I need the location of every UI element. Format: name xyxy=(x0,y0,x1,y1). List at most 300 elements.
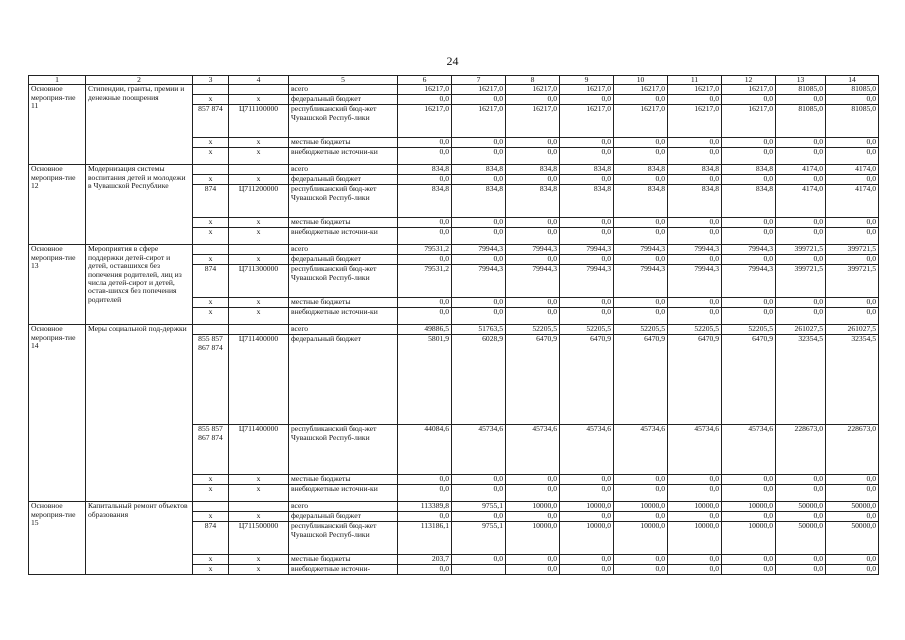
amount-cell: 52205,5 xyxy=(614,325,668,335)
funding-source-cell: федеральный бюджет xyxy=(289,95,398,105)
amount-cell: 834,8 xyxy=(614,185,668,218)
amount-cell: 10000,0 xyxy=(506,502,560,512)
funding-source-cell: республиканский бюд-жет Чувашской Респуб-лики xyxy=(289,105,398,138)
amount-cell: 0,0 xyxy=(398,565,452,575)
amount-cell: 0,0 xyxy=(452,255,506,265)
funding-source-cell: всего xyxy=(289,165,398,175)
target-article-cell: x xyxy=(229,218,289,228)
grbs-code-cell: x xyxy=(193,255,229,265)
amount-cell: 45734,6 xyxy=(560,425,614,475)
grbs-code-cell xyxy=(193,165,229,175)
amount-cell: 0,0 xyxy=(668,148,722,165)
target-article-cell xyxy=(229,85,289,95)
amount-cell: 10000,0 xyxy=(614,502,668,512)
table-row xyxy=(29,245,879,255)
header-cell: 13 xyxy=(776,76,826,85)
amount-cell: 0,0 xyxy=(722,308,776,325)
amount-cell: 113186,1 xyxy=(398,522,452,555)
amount-cell: 0,0 xyxy=(776,512,826,522)
amount-cell: 10000,0 xyxy=(560,522,614,555)
amount-cell: 0,0 xyxy=(776,485,826,502)
amount-cell: 834,8 xyxy=(506,185,560,218)
amount-cell: 0,0 xyxy=(506,175,560,185)
amount-cell: 16217,0 xyxy=(668,85,722,95)
amount-cell: 0,0 xyxy=(452,138,506,148)
amount-cell: 0,0 xyxy=(452,475,506,485)
amount-cell: 0,0 xyxy=(560,512,614,522)
amount-cell: 81085,0 xyxy=(776,105,826,138)
amount-cell: 0,0 xyxy=(722,138,776,148)
amount-cell: 0,0 xyxy=(668,512,722,522)
target-article-cell: x xyxy=(229,298,289,308)
amount-cell: 81085,0 xyxy=(826,105,879,138)
amount-cell: 0,0 xyxy=(668,475,722,485)
amount-cell: 45734,6 xyxy=(668,425,722,475)
amount-cell: 113389,8 xyxy=(398,502,452,512)
amount-cell: 0,0 xyxy=(668,308,722,325)
funding-source-cell: внебюджетные источни-ки xyxy=(289,308,398,325)
event-name-cell: Основное мероприя-тие 12 xyxy=(29,165,86,245)
grbs-code-cell: x xyxy=(193,565,229,575)
target-article-cell xyxy=(229,245,289,255)
amount-cell: 32354,5 xyxy=(826,335,879,425)
amount-cell: 228673,0 xyxy=(826,425,879,475)
event-title-cell: Меры социальной под-держки xyxy=(86,325,193,502)
amount-cell: 45734,6 xyxy=(614,425,668,475)
amount-cell: 0,0 xyxy=(614,95,668,105)
amount-cell: 261027,5 xyxy=(776,325,826,335)
funding-source-cell: федеральный бюджет xyxy=(289,255,398,265)
amount-cell: 0,0 xyxy=(506,475,560,485)
grbs-code-cell: x xyxy=(193,95,229,105)
amount-cell: 9755,1 xyxy=(452,502,506,512)
amount-cell: 6028,9 xyxy=(452,335,506,425)
amount-cell: 10000,0 xyxy=(722,522,776,555)
event-title-cell: Капитальный ремонт объектов образования xyxy=(86,502,193,575)
amount-cell: 52205,5 xyxy=(668,325,722,335)
amount-cell: 6470,9 xyxy=(560,335,614,425)
amount-cell: 0,0 xyxy=(398,228,452,245)
amount-cell: 79944,3 xyxy=(668,245,722,255)
amount-cell: 16217,0 xyxy=(722,85,776,95)
grbs-code-cell: x xyxy=(193,475,229,485)
funding-source-cell: внебюджетные источни-ки xyxy=(289,485,398,502)
amount-cell: 0,0 xyxy=(614,255,668,265)
target-article-cell: x xyxy=(229,565,289,575)
grbs-code-cell: 855 857 867 874 xyxy=(193,335,229,425)
amount-cell: 0,0 xyxy=(560,255,614,265)
amount-cell: 0,0 xyxy=(560,95,614,105)
amount-cell: 0,0 xyxy=(506,148,560,165)
amount-cell: 79944,3 xyxy=(506,245,560,255)
amount-cell: 0,0 xyxy=(452,175,506,185)
amount-cell: 0,0 xyxy=(722,148,776,165)
amount-cell: 0,0 xyxy=(722,555,776,565)
amount-cell: 0,0 xyxy=(560,148,614,165)
target-article-cell: x xyxy=(229,228,289,245)
amount-cell: 0,0 xyxy=(668,255,722,265)
header-cell: 8 xyxy=(506,76,560,85)
amount-cell: 79944,3 xyxy=(614,245,668,255)
amount-cell: 0,0 xyxy=(722,218,776,228)
amount-cell: 79944,3 xyxy=(506,265,560,298)
funding-source-cell: местные бюджеты xyxy=(289,475,398,485)
amount-cell: 0,0 xyxy=(668,175,722,185)
amount-cell: 0,0 xyxy=(452,308,506,325)
header-cell: 2 xyxy=(86,76,193,85)
amount-cell: 10000,0 xyxy=(668,502,722,512)
amount-cell: 0,0 xyxy=(776,475,826,485)
target-article-cell: x xyxy=(229,555,289,565)
funding-source-cell: местные бюджеты xyxy=(289,138,398,148)
amount-cell: 0,0 xyxy=(614,512,668,522)
funding-source-cell: всего xyxy=(289,85,398,95)
amount-cell: 0,0 xyxy=(668,138,722,148)
target-article-cell: x xyxy=(229,475,289,485)
amount-cell: 0,0 xyxy=(668,95,722,105)
amount-cell: 4174,0 xyxy=(826,185,879,218)
target-article-cell: x xyxy=(229,95,289,105)
amount-cell: 399721,5 xyxy=(776,245,826,255)
amount-cell: 79944,3 xyxy=(452,265,506,298)
amount-cell: 834,8 xyxy=(560,165,614,175)
amount-cell: 0,0 xyxy=(614,485,668,502)
target-article-cell xyxy=(229,165,289,175)
amount-cell: 0,0 xyxy=(776,565,826,575)
amount-cell: 16217,0 xyxy=(398,85,452,95)
amount-cell: 0,0 xyxy=(668,218,722,228)
grbs-code-cell: x xyxy=(193,298,229,308)
funding-source-cell: местные бюджеты xyxy=(289,218,398,228)
grbs-code-cell: x xyxy=(193,512,229,522)
amount-cell: 0,0 xyxy=(614,298,668,308)
amount-cell: 81085,0 xyxy=(826,85,879,95)
grbs-code-cell xyxy=(193,325,229,335)
grbs-code-cell xyxy=(193,85,229,95)
funding-source-cell: федеральный бюджет xyxy=(289,335,398,425)
amount-cell: 45734,6 xyxy=(452,425,506,475)
grbs-code-cell: x xyxy=(193,308,229,325)
amount-cell: 0,0 xyxy=(826,148,879,165)
amount-cell: 0,0 xyxy=(398,175,452,185)
amount-cell: 49886,5 xyxy=(398,325,452,335)
amount-cell: 0,0 xyxy=(668,485,722,502)
funding-source-cell: федеральный бюджет xyxy=(289,512,398,522)
amount-cell: 0,0 xyxy=(452,555,506,565)
grbs-code-cell: x xyxy=(193,148,229,165)
header-cell: 6 xyxy=(398,76,452,85)
funding-source-cell: республиканский бюд-жет Чувашской Респуб-лики xyxy=(289,265,398,298)
target-article-cell: Ц711500000 xyxy=(229,522,289,555)
amount-cell: 0,0 xyxy=(722,298,776,308)
grbs-code-cell: 874 xyxy=(193,265,229,298)
amount-cell: 0,0 xyxy=(826,475,879,485)
amount-cell: 0,0 xyxy=(826,485,879,502)
table-row xyxy=(29,165,879,175)
amount-cell: 44084,6 xyxy=(398,425,452,475)
amount-cell: 0,0 xyxy=(452,218,506,228)
amount-cell: 79944,3 xyxy=(668,265,722,298)
grbs-code-cell xyxy=(193,245,229,255)
amount-cell: 261027,5 xyxy=(826,325,879,335)
amount-cell: 16217,0 xyxy=(452,85,506,95)
grbs-code-cell: 874 xyxy=(193,185,229,218)
amount-cell: 16217,0 xyxy=(452,105,506,138)
funding-source-cell: республиканский бюд-жет Чувашской Респуб-лики xyxy=(289,425,398,475)
amount-cell: 0,0 xyxy=(722,95,776,105)
amount-cell: 10000,0 xyxy=(560,502,614,512)
amount-cell: 0,0 xyxy=(614,565,668,575)
amount-cell: 0,0 xyxy=(452,228,506,245)
target-article-cell: Ц711400000 xyxy=(229,335,289,425)
amount-cell: 0,0 xyxy=(722,512,776,522)
funding-source-cell: внебюджетные источни- xyxy=(289,565,398,575)
amount-cell: 0,0 xyxy=(722,485,776,502)
target-article-cell: x xyxy=(229,148,289,165)
amount-cell: 0,0 xyxy=(398,298,452,308)
amount-cell: 16217,0 xyxy=(614,105,668,138)
amount-cell: 0,0 xyxy=(826,308,879,325)
amount-cell: 0,0 xyxy=(776,298,826,308)
amount-cell: 10000,0 xyxy=(722,502,776,512)
amount-cell: 51763,5 xyxy=(452,325,506,335)
amount-cell: 9755,1 xyxy=(452,522,506,555)
funding-source-cell: всего xyxy=(289,325,398,335)
amount-cell: 32354,5 xyxy=(776,335,826,425)
event-title-cell: Мероприятия в сфере поддержки детей-сирот и детей, оставшихся без попечения родителей, лиц из числа детей-сирот и детей, остав-шихся без попечения родителей xyxy=(86,245,193,325)
amount-cell: 0,0 xyxy=(826,218,879,228)
amount-cell: 0,0 xyxy=(398,148,452,165)
target-article-cell: x xyxy=(229,512,289,522)
event-title-cell: Модернизация системы воспитания детей и молодежи в Чувашской Республике xyxy=(86,165,193,245)
header-cell: 9 xyxy=(560,76,614,85)
amount-cell: 0,0 xyxy=(826,298,879,308)
header-cell: 1 xyxy=(29,76,86,85)
amount-cell: 0,0 xyxy=(506,95,560,105)
amount-cell: 10000,0 xyxy=(668,522,722,555)
amount-cell: 0,0 xyxy=(776,228,826,245)
amount-cell: 399721,5 xyxy=(826,245,879,255)
amount-cell: 834,8 xyxy=(668,185,722,218)
amount-cell: 0,0 xyxy=(560,218,614,228)
amount-cell: 16217,0 xyxy=(560,85,614,95)
amount-cell: 79944,3 xyxy=(560,245,614,255)
amount-cell: 50000,0 xyxy=(826,502,879,512)
amount-cell: 0,0 xyxy=(826,95,879,105)
amount-cell: 834,8 xyxy=(452,165,506,175)
amount-cell: 0,0 xyxy=(398,255,452,265)
header-cell: 4 xyxy=(229,76,289,85)
amount-cell: 0,0 xyxy=(826,565,879,575)
header-cell: 3 xyxy=(193,76,229,85)
amount-cell: 0,0 xyxy=(722,175,776,185)
amount-cell: 45734,6 xyxy=(506,425,560,475)
amount-cell: 79531,2 xyxy=(398,245,452,255)
header-cell: 11 xyxy=(668,76,722,85)
amount-cell: 0,0 xyxy=(398,512,452,522)
amount-cell: 0,0 xyxy=(560,138,614,148)
header-cell: 5 xyxy=(289,76,398,85)
funding-source-cell: местные бюджеты xyxy=(289,555,398,565)
amount-cell: 0,0 xyxy=(614,148,668,165)
grbs-code-cell: 874 xyxy=(193,522,229,555)
amount-cell: 79944,3 xyxy=(722,265,776,298)
table-row xyxy=(29,325,879,335)
amount-cell: 0,0 xyxy=(668,555,722,565)
amount-cell: 0,0 xyxy=(452,485,506,502)
grbs-code-cell: 855 857 867 874 xyxy=(193,425,229,475)
amount-cell: 0,0 xyxy=(614,475,668,485)
grbs-code-cell: x xyxy=(193,555,229,565)
amount-cell: 0,0 xyxy=(826,175,879,185)
target-article-cell: x xyxy=(229,485,289,502)
amount-cell: 0,0 xyxy=(826,555,879,565)
amount-cell: 834,8 xyxy=(560,185,614,218)
amount-cell: 0,0 xyxy=(826,138,879,148)
grbs-code-cell: x xyxy=(193,138,229,148)
amount-cell: 203,7 xyxy=(398,555,452,565)
amount-cell: 0,0 xyxy=(722,255,776,265)
amount-cell: 0,0 xyxy=(776,555,826,565)
event-name-cell: Основное мероприя-тие 11 xyxy=(29,85,86,165)
amount-cell: 834,8 xyxy=(506,165,560,175)
target-article-cell: Ц711400000 xyxy=(229,425,289,475)
amount-cell: 0,0 xyxy=(826,512,879,522)
amount-cell: 399721,5 xyxy=(826,265,879,298)
header-row xyxy=(29,76,879,85)
amount-cell xyxy=(452,565,506,575)
target-article-cell: x xyxy=(229,255,289,265)
amount-cell: 0,0 xyxy=(668,228,722,245)
amount-cell: 0,0 xyxy=(560,475,614,485)
amount-cell: 0,0 xyxy=(506,218,560,228)
amount-cell: 50000,0 xyxy=(776,522,826,555)
page-number: 24 xyxy=(446,54,459,68)
amount-cell: 834,8 xyxy=(722,165,776,175)
amount-cell: 0,0 xyxy=(398,485,452,502)
amount-cell: 52205,5 xyxy=(722,325,776,335)
amount-cell: 228673,0 xyxy=(776,425,826,475)
amount-cell: 4174,0 xyxy=(826,165,879,175)
amount-cell: 834,8 xyxy=(398,165,452,175)
amount-cell: 0,0 xyxy=(398,475,452,485)
amount-cell: 0,0 xyxy=(506,565,560,575)
amount-cell: 16217,0 xyxy=(668,105,722,138)
amount-cell: 6470,9 xyxy=(506,335,560,425)
grbs-code-cell: x xyxy=(193,228,229,245)
amount-cell: 0,0 xyxy=(398,138,452,148)
amount-cell: 6470,9 xyxy=(722,335,776,425)
amount-cell: 0,0 xyxy=(614,228,668,245)
target-article-cell: x xyxy=(229,175,289,185)
funding-source-cell: республиканский бюд-жет Чувашской Респуб-лики xyxy=(289,185,398,218)
funding-source-cell: местные бюджеты xyxy=(289,298,398,308)
amount-cell: 4174,0 xyxy=(776,165,826,175)
amount-cell: 81085,0 xyxy=(776,85,826,95)
amount-cell: 79944,3 xyxy=(452,245,506,255)
target-article-cell xyxy=(229,325,289,335)
amount-cell: 0,0 xyxy=(826,255,879,265)
funding-source-cell: внебюджетные источни-ки xyxy=(289,228,398,245)
amount-cell: 79944,3 xyxy=(614,265,668,298)
event-name-cell: Основное мероприя-тие 15 xyxy=(29,502,86,575)
event-name-cell: Основное мероприя-тие 14 xyxy=(29,325,86,502)
amount-cell: 50000,0 xyxy=(826,522,879,555)
target-article-cell: x xyxy=(229,138,289,148)
funding-source-cell: внебюджетные источни-ки xyxy=(289,148,398,165)
amount-cell: 0,0 xyxy=(560,485,614,502)
amount-cell: 52205,5 xyxy=(560,325,614,335)
table-row xyxy=(29,85,879,95)
amount-cell: 0,0 xyxy=(452,512,506,522)
amount-cell: 0,0 xyxy=(776,175,826,185)
amount-cell: 0,0 xyxy=(506,512,560,522)
grbs-code-cell: x xyxy=(193,485,229,502)
budget-table xyxy=(28,75,879,575)
amount-cell: 10000,0 xyxy=(506,522,560,555)
target-article-cell: x xyxy=(229,308,289,325)
amount-cell: 0,0 xyxy=(506,555,560,565)
amount-cell: 0,0 xyxy=(452,95,506,105)
amount-cell: 16217,0 xyxy=(398,105,452,138)
amount-cell: 6470,9 xyxy=(668,335,722,425)
amount-cell: 5801,9 xyxy=(398,335,452,425)
event-title-cell: Стипендии, гранты, премии и денежные поощрения xyxy=(86,85,193,165)
amount-cell: 0,0 xyxy=(722,228,776,245)
amount-cell: 0,0 xyxy=(398,95,452,105)
amount-cell: 0,0 xyxy=(614,138,668,148)
amount-cell: 79944,3 xyxy=(560,265,614,298)
target-article-cell: Ц711300000 xyxy=(229,265,289,298)
amount-cell: 0,0 xyxy=(826,228,879,245)
amount-cell: 4174,0 xyxy=(776,185,826,218)
header-cell: 7 xyxy=(452,76,506,85)
amount-cell: 45734,6 xyxy=(722,425,776,475)
amount-cell: 0,0 xyxy=(560,175,614,185)
header-cell: 12 xyxy=(722,76,776,85)
amount-cell: 0,0 xyxy=(614,175,668,185)
amount-cell: 0,0 xyxy=(776,95,826,105)
amount-cell: 16217,0 xyxy=(560,105,614,138)
target-article-cell: Ц711200000 xyxy=(229,185,289,218)
event-name-cell: Основное мероприя-тие 13 xyxy=(29,245,86,325)
amount-cell: 834,8 xyxy=(398,185,452,218)
amount-cell: 0,0 xyxy=(560,228,614,245)
amount-cell: 52205,5 xyxy=(506,325,560,335)
amount-cell: 0,0 xyxy=(398,218,452,228)
amount-cell: 834,8 xyxy=(452,185,506,218)
amount-cell: 834,8 xyxy=(668,165,722,175)
grbs-code-cell: 857 874 xyxy=(193,105,229,138)
amount-cell: 0,0 xyxy=(560,565,614,575)
grbs-code-cell: x xyxy=(193,218,229,228)
amount-cell: 0,0 xyxy=(668,298,722,308)
grbs-code-cell xyxy=(193,502,229,512)
grbs-code-cell: x xyxy=(193,175,229,185)
amount-cell: 0,0 xyxy=(560,555,614,565)
amount-cell: 0,0 xyxy=(776,138,826,148)
funding-source-cell: республиканский бюд-жет Чувашской Респуб-лики xyxy=(289,522,398,555)
funding-source-cell: всего xyxy=(289,502,398,512)
amount-cell: 0,0 xyxy=(614,555,668,565)
amount-cell: 834,8 xyxy=(722,185,776,218)
amount-cell: 16217,0 xyxy=(722,105,776,138)
amount-cell: 79944,3 xyxy=(722,245,776,255)
amount-cell: 0,0 xyxy=(776,308,826,325)
amount-cell: 0,0 xyxy=(506,228,560,245)
amount-cell: 0,0 xyxy=(506,298,560,308)
amount-cell: 0,0 xyxy=(614,308,668,325)
